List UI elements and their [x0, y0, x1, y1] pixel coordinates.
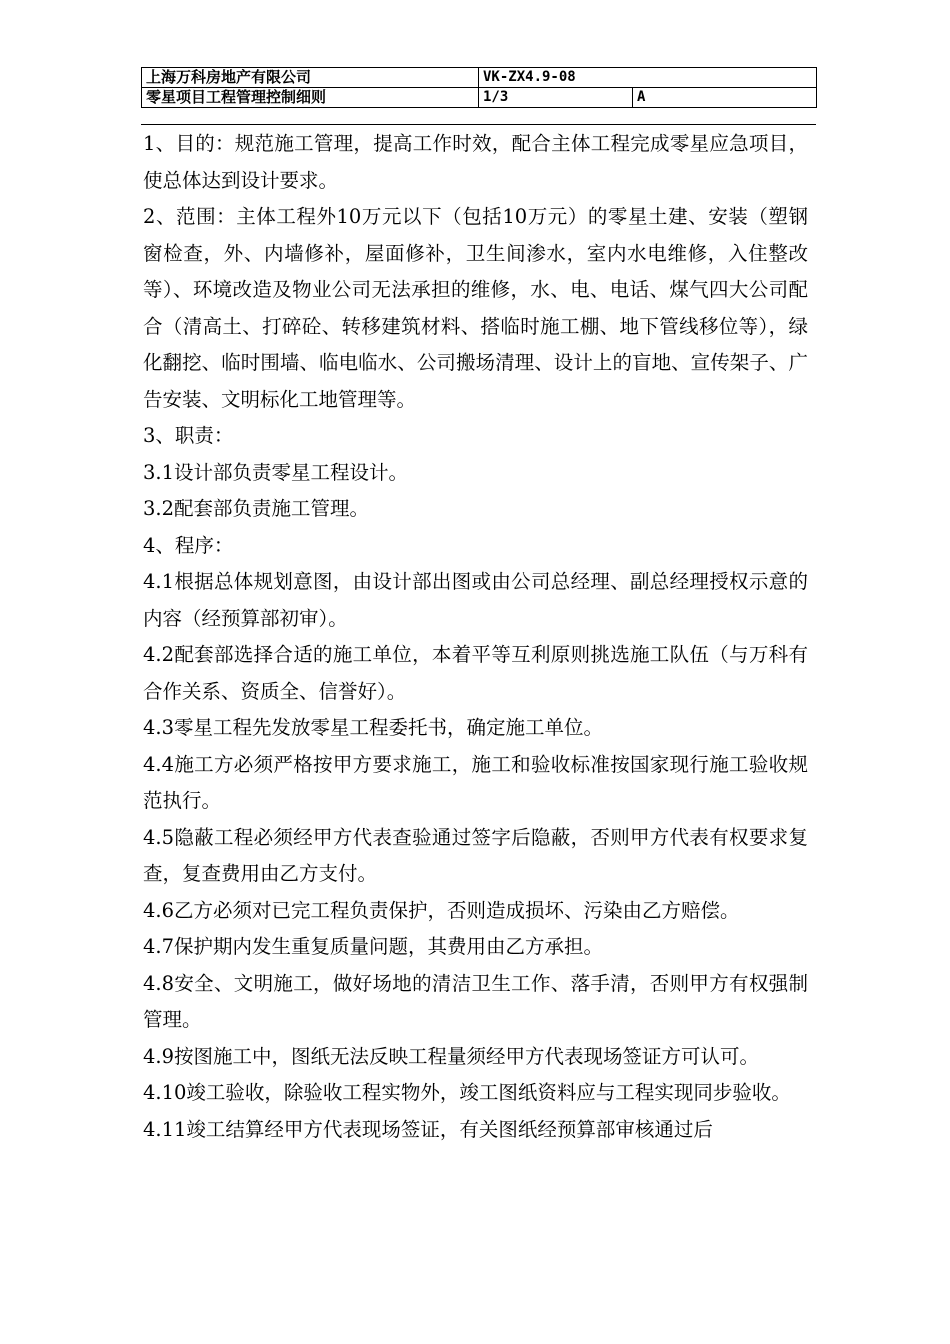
paragraph-4-3: 4.3零星工程先发放零星工程委托书，确定施工单位。 [143, 716, 604, 739]
paragraph-4-8: 4.8安全、文明施工，做好场地的清洁卫生工作、落手清，否则甲方有权强制管理。 [143, 971, 808, 1031]
company-name: 上海万科房地产有限公司 [142, 68, 479, 88]
header-row-2 [142, 88, 817, 108]
document-title: 零星项目工程管理控制细则 [142, 88, 479, 108]
paragraph-4-6: 4.6乙方必须对已完工程负责保护，否则造成损坏、污染由乙方赔偿。 [143, 898, 740, 922]
page-number: 1/3 [479, 88, 633, 108]
paragraph-procedure-heading: 4、程序： [143, 533, 234, 557]
paragraph-3-2: 3.2配套部负责施工管理。 [143, 497, 370, 520]
paragraph-4-1: 4.1根据总体规划意图，由设计部出图或由公司总经理、副总经理授权示意的内容（经预算部初审）。 [143, 570, 808, 630]
paragraph-4-2: 4.2配套部选择合适的施工单位，本着平等互利原则挑选施工队伍（与万科有合作关系、资质全、信誉好）。 [143, 643, 808, 703]
header-divider [141, 124, 816, 125]
paragraph-scope: 2、范围：主体工程外10万元以下（包括10万元）的零星土建、安装（塑钢窗检查，外、内墙修补，屋面修补，卫生间渗水，室内水电维修，入住整改等）、环境改造及物业公司无法承担的维修，水、电、电话、煤气四大公司配合（清高土、打碎砼、转移建筑材料、搭临时施工棚、地下管线移位等），绿化翻挖、临时围墙、临电临水、公司搬场清理、设计上的盲地、宣传架子、广告安装、文明标化工地管理等。 [143, 205, 808, 411]
paragraph-4-4: 4.4施工方必须严格按甲方要求施工，施工和验收标准按国家现行施工验收规范执行。 [143, 752, 808, 812]
paragraph-4-7: 4.7保护期内发生重复质量问题，其费用由乙方承担。 [143, 935, 604, 958]
paragraph-4-9: 4.9按图施工中，图纸无法反映工程量须经甲方代表现场签证方可认可。 [143, 1044, 760, 1068]
document-header-table [141, 67, 817, 108]
paragraph-purpose: 1、目的：规范施工管理，提高工作时效，配合主体工程完成零星应急项目，使总体达到设计要求。 [143, 132, 808, 192]
document-code: VK-ZX4.9-08 [479, 68, 817, 88]
paragraph-4-5: 4.5隐蔽工程必须经甲方代表查验通过签字后隐蔽，否则甲方代表有权要求复查，复查费用由乙方支付。 [143, 825, 808, 885]
header-row-1 [142, 68, 817, 88]
paragraph-3-1: 3.1设计部负责零星工程设计。 [143, 460, 409, 484]
paragraph-responsibility-heading: 3、职责： [143, 424, 234, 447]
paragraph-4-10: 4.10竣工验收，除验收工程实物外，竣工图纸资料应与工程实现同步验收。 [143, 1081, 791, 1104]
document-body [143, 126, 808, 1148]
paragraph-4-11: 4.11竣工结算经甲方代表现场签证，有关图纸经预算部审核通过后 [143, 1117, 713, 1141]
version: A [633, 88, 817, 108]
